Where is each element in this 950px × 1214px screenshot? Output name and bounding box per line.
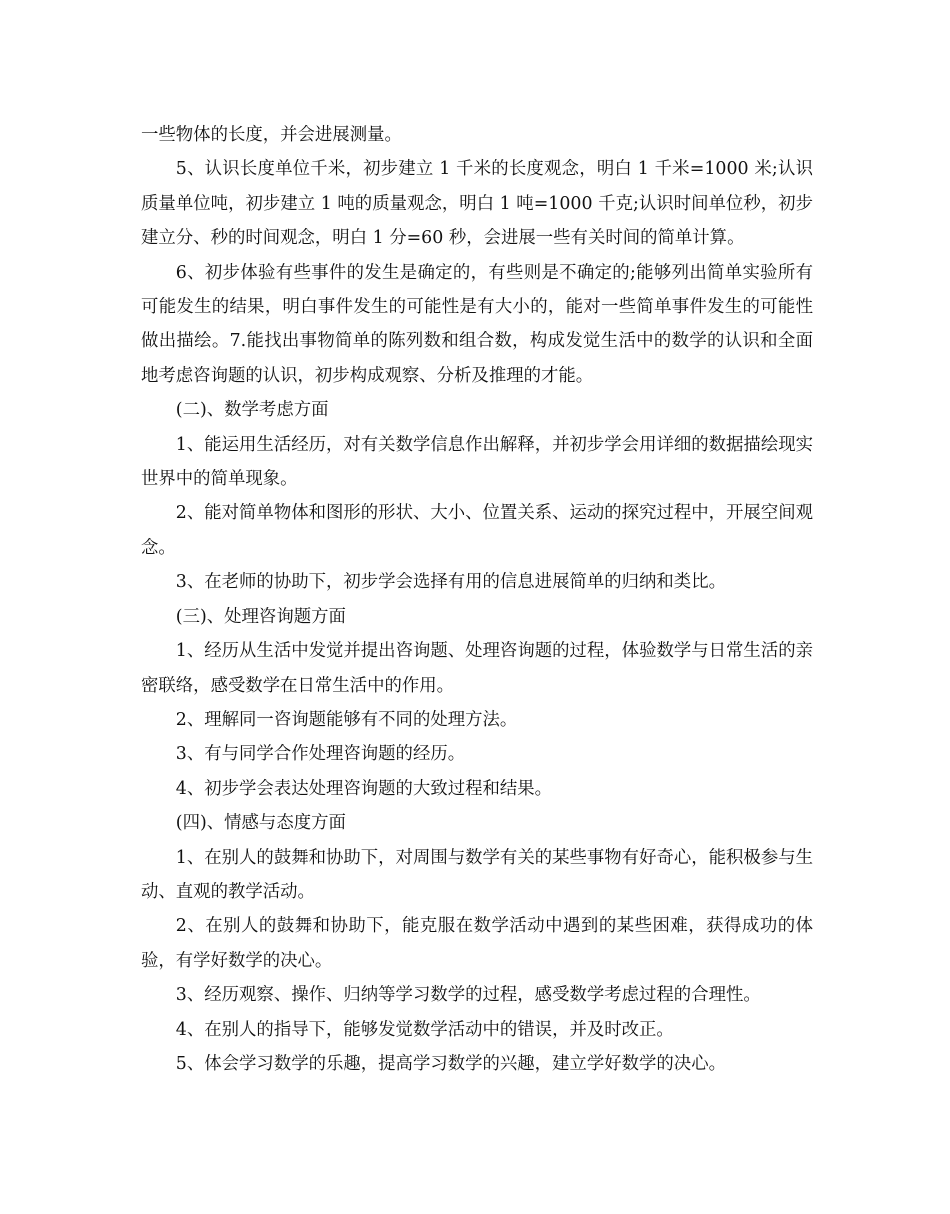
paragraph-emotion-3: 3、经历观察、操作、归纳等学习数学的过程，感受数学考虑过程的合理性。 xyxy=(175,985,761,1006)
paragraph-emotion-1: 1、在别人的鼓舞和协助下，对周围与数学有关的某些事物有好奇心，能积极参与生动、直观的教学活动。 xyxy=(141,847,813,902)
paragraph-item-6-probability: 6、初步体验有些事件的发生是确定的，有些则是不确定的;能够列出简单实验所有可能发生的结果，明白事件发生的可能性是有大小的，能对一些简单事件发生的可能性做出描绘。7.能找出事物简单的陈列数和组合数，构成发觉生活中的数学的认识和全面地考虑咨询题的认识，初步构成观察、分析及推理的才能。 xyxy=(141,262,813,386)
document-body xyxy=(141,118,813,1081)
paragraph-emotion-5: 5、体会学习数学的乐趣，提高学习数学的兴趣，建立学好数学的决心。 xyxy=(175,1053,726,1074)
section-heading-math-thinking: (二)、数学考虑方面 xyxy=(175,400,329,421)
paragraph-emotion-4: 4、在别人的指导下，能够发觉数学活动中的错误，并及时改正。 xyxy=(175,1019,674,1040)
section-heading-emotion-attitude: (四)、情感与态度方面 xyxy=(175,813,346,834)
paragraph-continuation: 一些物体的长度，并会进展测量。 xyxy=(141,125,402,145)
paragraph-problem-3: 3、有与同学合作处理咨询题的经历。 xyxy=(175,744,466,765)
paragraph-thinking-3: 3、在老师的协助下，初步学会选择有用的信息进展简单的归纳和类比。 xyxy=(175,572,726,593)
section-heading-problem-solving: (三)、处理咨询题方面 xyxy=(175,606,346,627)
paragraph-problem-2: 2、理解同一咨询题能够有不同的处理方法。 xyxy=(175,709,518,730)
paragraph-problem-1: 1、经历从生活中发觉并提出咨询题、处理咨询题的过程，体验数学与日常生活的亲密联络，感受数学在日常生活中的作用。 xyxy=(141,641,813,696)
paragraph-thinking-2: 2、能对简单物体和图形的形状、大小、位置关系、运动的探究过程中，开展空间观念。 xyxy=(141,503,813,558)
paragraph-emotion-2: 2、在别人的鼓舞和协助下，能克服在数学活动中遇到的某些困难，获得成功的体验，有学好数学的决心。 xyxy=(141,916,813,971)
paragraph-item-5-units: 5、认识长度单位千米，初步建立 1 千米的长度观念，明白 1 千米=1000 米;认识质量单位吨，初步建立 1 吨的质量观念，明白 1 吨=1000 千克;认识时间单位秒，初步建立分、秒的时间观念，明白 1 分=60 秒，会进展一些有关时间的简单计算。 xyxy=(141,159,813,249)
paragraph-problem-4: 4、初步学会表达处理咨询题的大致过程和结果。 xyxy=(175,778,553,799)
paragraph-thinking-1: 1、能运用生活经历，对有关数学信息作出解释，并初步学会用详细的数据描绘现实世界中的简单现象。 xyxy=(141,434,813,490)
